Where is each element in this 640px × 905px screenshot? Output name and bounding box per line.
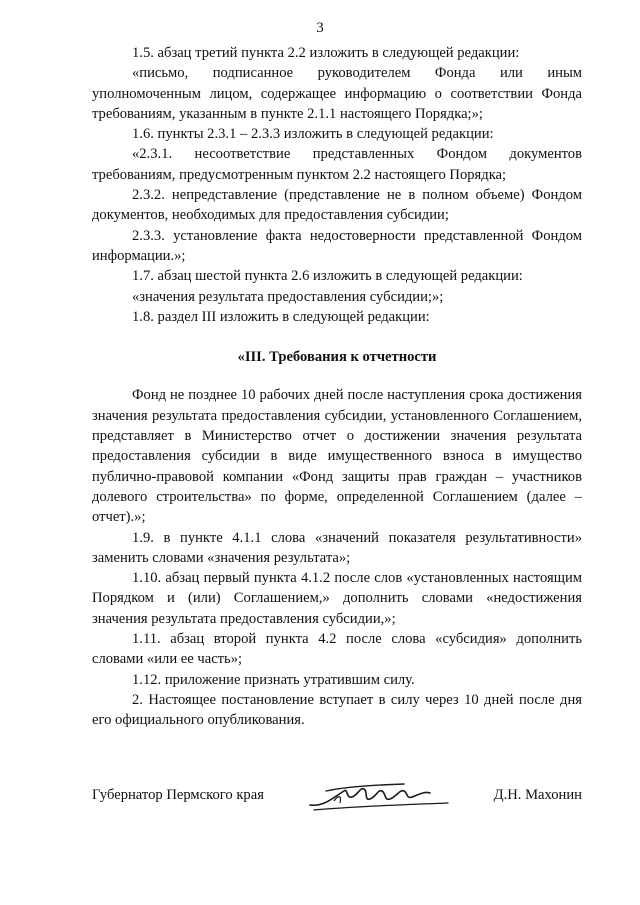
signatory-name: Д.Н. Махонин bbox=[493, 787, 582, 803]
paragraph: 1.9. в пункте 4.1.1 слова «значений показателя результативности» заменить словами «значения результата»; bbox=[92, 529, 582, 566]
paragraph: 1.12. приложение признать утратившим силу. bbox=[132, 671, 415, 688]
paragraph: 2.3.3. установление факта недостоверности представленной Фондом информации.»; bbox=[92, 227, 582, 264]
handwritten-signature bbox=[304, 777, 454, 817]
signatory-position: Губернатор Пермского края bbox=[92, 787, 264, 803]
paragraph: 1.7. абзац шестой пункта 2.6 изложить в следующей редакции: bbox=[132, 268, 523, 285]
paragraph: 1.6. пункты 2.3.1 – 2.3.3 изложить в следующей редакции: bbox=[132, 126, 494, 143]
paragraph: 1.5. абзац третий пункта 2.2 изложить в следующей редакции: bbox=[132, 45, 520, 61]
paragraph: Фонд не позднее 10 рабочих дней после наступления срока достижения значения результата предоставления субсидии, установленного Соглашением, представляет в Министерство отчет о достижении значения результата предоставления субсидии в виде имущественного взноса в имущество публично-правовой компании «Фонд защиты прав граждан – участников долевого строительства» по форме, определенной Соглашением (далее – отчет).»; bbox=[92, 387, 582, 526]
paragraph: «2.3.1. несоответствие представленных Фондом документов требованиям, предусмотренным пунктом 2.2 настоящего Порядка; bbox=[92, 146, 582, 183]
paragraph: «значения результата предоставления субсидии;»; bbox=[132, 288, 444, 305]
paragraph: 2. Настоящее постановление вступает в силу через 10 дней после дня его официального опубликования. bbox=[92, 691, 582, 729]
paragraph: 1.8. раздел III изложить в следующей редакции: bbox=[132, 308, 430, 325]
document-body bbox=[92, 43, 582, 731]
page-number: 3 bbox=[316, 20, 324, 36]
paragraph: «письмо, подписанное руководителем Фонда или иным уполномоченным лицом, содержащее информацию о соответствии Фонда требованиям, указанным в пункте 2.1.1 настоящего Порядка;»; bbox=[92, 65, 582, 122]
section-heading: «III. Требования к отчетности bbox=[237, 349, 437, 366]
paragraph: 1.10. абзац первый пункта 4.1.2 после слов «установленных настоящим Порядком и (или) Соглашением,» дополнить словами «недостижения значения результата предоставления субсидии,»; bbox=[92, 570, 582, 627]
paragraph: 2.3.2. непредставление (представление не в полном объеме) Фондом документов, необходимых для предоставления субсидии; bbox=[92, 187, 582, 224]
signature-block bbox=[92, 777, 582, 817]
paragraph: 1.11. абзац второй пункта 4.2 после слова «субсидия» дополнить словами «или ее часть»; bbox=[92, 631, 582, 668]
